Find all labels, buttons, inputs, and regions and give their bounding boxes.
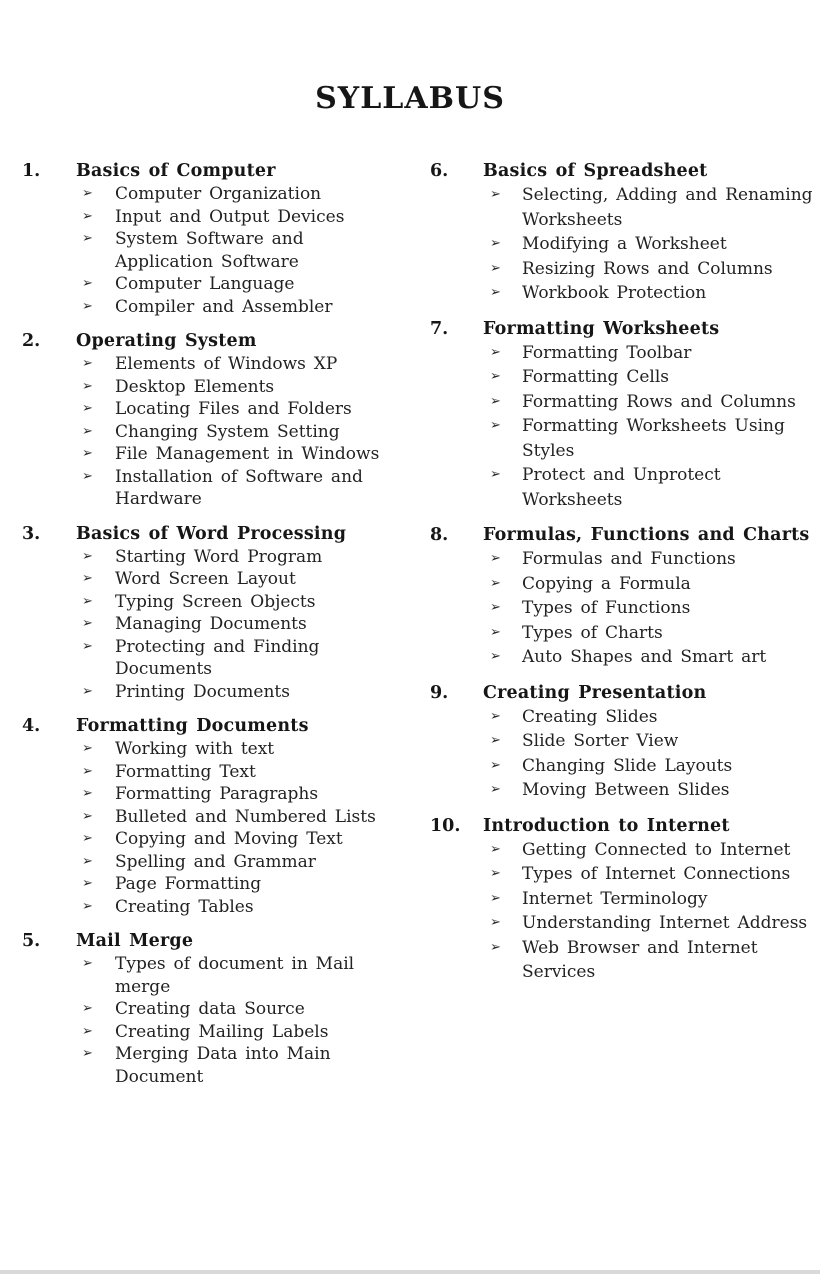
arrow-bullet-icon: ➢ xyxy=(490,467,501,482)
syllabus-section xyxy=(410,682,820,803)
arrow-bullet-icon: ➢ xyxy=(82,593,93,609)
topic-text: Creating Slides xyxy=(522,706,658,727)
arrow-bullet-icon: ➢ xyxy=(82,741,93,756)
topic-item xyxy=(76,851,410,874)
topic-item xyxy=(76,466,410,511)
arrow-bullet-icon: ➢ xyxy=(490,260,501,276)
section-body xyxy=(483,815,820,985)
topic-text: Selecting, Adding and Renaming Worksheets xyxy=(522,185,813,230)
arrow-bullet-icon: ➢ xyxy=(490,236,501,251)
topic-item xyxy=(76,896,410,919)
topic-item xyxy=(483,838,820,863)
arrow-bullet-icon: ➢ xyxy=(490,782,501,797)
topic-item xyxy=(483,281,820,306)
section-number: 8. xyxy=(430,525,449,545)
topic-text: Slide Sorter View xyxy=(522,731,679,751)
section-body xyxy=(76,160,410,318)
arrow-bullet-icon: ➢ xyxy=(82,786,93,801)
topic-text: Spelling and Grammar xyxy=(115,851,316,872)
topic-text: Protecting and Finding Documents xyxy=(115,636,320,679)
topic-text: Modifying a Worksheet xyxy=(522,234,727,254)
topic-item xyxy=(483,862,820,887)
syllabus-section xyxy=(410,815,820,985)
topic-text: Merging Data into Main Document xyxy=(115,1044,331,1087)
topic-item xyxy=(76,738,410,761)
arrow-bullet-icon: ➢ xyxy=(82,1023,93,1039)
arrow-bullet-icon: ➢ xyxy=(82,276,93,291)
syllabus-section xyxy=(0,330,410,511)
topic-text: Formatting Cells xyxy=(522,367,669,387)
section-number: 10. xyxy=(430,815,461,836)
topic-item xyxy=(76,591,410,614)
topic-text: Auto Shapes and Smart art xyxy=(522,647,767,667)
topic-item xyxy=(76,376,410,399)
arrow-bullet-icon: ➢ xyxy=(490,649,501,664)
arrow-bullet-icon: ➢ xyxy=(82,298,93,314)
arrow-bullet-icon: ➢ xyxy=(490,187,501,202)
topic-item xyxy=(483,547,820,572)
topic-item xyxy=(76,1021,410,1044)
arrow-bullet-icon: ➢ xyxy=(82,231,93,246)
topic-text: Formulas and Functions xyxy=(522,549,736,569)
arrow-bullet-icon: ➢ xyxy=(490,841,501,857)
arrow-bullet-icon: ➢ xyxy=(82,423,93,439)
topic-item xyxy=(483,645,820,670)
section-heading: Mail Merge xyxy=(76,931,194,951)
topic-text: Formatting Toolbar xyxy=(522,342,692,363)
syllabus-section xyxy=(0,930,410,1088)
topic-item xyxy=(76,806,410,829)
arrow-bullet-icon: ➢ xyxy=(82,638,93,654)
topic-item xyxy=(483,754,820,779)
section-number: 5. xyxy=(22,931,41,951)
topic-item xyxy=(483,232,820,257)
topic-item xyxy=(76,353,410,376)
arrow-bullet-icon: ➢ xyxy=(490,708,501,724)
arrow-bullet-icon: ➢ xyxy=(82,1001,93,1016)
topic-item xyxy=(483,257,820,282)
topic-item xyxy=(76,206,410,229)
topic-item xyxy=(76,953,410,998)
page-title: SYLLABUS xyxy=(315,81,505,116)
section-number: 9. xyxy=(430,682,449,703)
topic-text: Types of Charts xyxy=(522,622,663,643)
section-heading: Creating Presentation xyxy=(483,682,707,703)
topic-text: Workbook Protection xyxy=(522,283,707,303)
arrow-bullet-icon: ➢ xyxy=(82,853,93,869)
arrow-bullet-icon: ➢ xyxy=(490,551,501,566)
topic-text: Computer Organization xyxy=(115,184,322,204)
footer-divider xyxy=(0,1270,820,1274)
topic-item xyxy=(483,911,820,936)
section-body xyxy=(483,682,820,803)
topic-item xyxy=(483,390,820,415)
arrow-bullet-icon: ➢ xyxy=(490,890,501,906)
topic-text: Managing Documents xyxy=(115,614,307,634)
section-number: 7. xyxy=(430,318,449,339)
topic-item xyxy=(483,463,820,512)
arrow-bullet-icon: ➢ xyxy=(82,763,93,779)
arrow-bullet-icon: ➢ xyxy=(82,186,93,201)
topic-text: Formatting Paragraphs xyxy=(115,784,319,804)
section-body xyxy=(483,524,820,670)
topic-text: Word Screen Layout xyxy=(115,569,296,589)
topic-item xyxy=(76,183,410,206)
arrow-bullet-icon: ➢ xyxy=(82,898,93,914)
topic-text: Page Formatting xyxy=(115,874,262,894)
syllabus-section xyxy=(0,523,410,704)
topic-text: Types of document in Mail merge xyxy=(115,954,355,997)
topic-text: Locating Files and Folders xyxy=(115,399,352,419)
topic-item xyxy=(76,761,410,784)
section-number: 2. xyxy=(22,331,41,351)
section-heading: Basics of Word Processing xyxy=(76,523,347,544)
topic-item xyxy=(483,414,820,463)
section-body xyxy=(76,930,410,1088)
arrow-bullet-icon: ➢ xyxy=(82,356,93,371)
topic-item xyxy=(76,421,410,444)
topic-text: Bulleted and Numbered Lists xyxy=(115,806,376,827)
topic-text: System Software and Application Software xyxy=(115,229,304,272)
topic-item xyxy=(76,636,410,681)
topic-text: Understanding Internet Address xyxy=(522,913,808,933)
two-column-layout xyxy=(0,160,820,1100)
topic-item xyxy=(76,228,410,273)
topic-text: Typing Screen Objects xyxy=(115,591,316,612)
section-heading: Operating System xyxy=(76,331,257,351)
topic-item xyxy=(483,341,820,366)
arrow-bullet-icon: ➢ xyxy=(82,208,93,224)
topic-item xyxy=(76,998,410,1021)
topic-text: Copying a Formula xyxy=(522,573,691,594)
topic-item xyxy=(483,572,820,597)
section-body xyxy=(483,160,820,306)
arrow-bullet-icon: ➢ xyxy=(82,616,93,631)
topic-text: Working with text xyxy=(115,739,275,759)
topic-item xyxy=(76,613,410,636)
topic-text: Copying and Moving Text xyxy=(115,829,343,849)
section-body xyxy=(76,330,410,511)
topic-text: Changing Slide Layouts xyxy=(522,755,733,776)
arrow-bullet-icon: ➢ xyxy=(82,401,93,416)
topic-text: Protect and Unprotect Worksheets xyxy=(522,465,721,510)
arrow-bullet-icon: ➢ xyxy=(82,446,93,461)
section-body xyxy=(76,523,410,704)
topic-text: Formatting Worksheets Using Styles xyxy=(522,416,785,461)
syllabus-section xyxy=(0,160,410,318)
topic-item xyxy=(76,568,410,591)
section-number: 6. xyxy=(430,161,449,181)
topic-text: Web Browser and Internet Services xyxy=(522,937,758,982)
syllabus-section xyxy=(410,160,820,306)
topic-text: Input and Output Devices xyxy=(115,206,345,227)
topic-text: Desktop Elements xyxy=(115,376,275,397)
topic-text: Types of Internet Connections xyxy=(522,864,791,884)
right-column xyxy=(410,160,820,1100)
topic-text: Internet Terminology xyxy=(522,888,708,909)
arrow-bullet-icon: ➢ xyxy=(490,344,501,360)
topic-item xyxy=(483,183,820,232)
topic-text: Types of Functions xyxy=(522,598,691,618)
section-heading: Basics of Spreadsheet xyxy=(483,161,708,181)
topic-item xyxy=(76,546,410,569)
arrow-bullet-icon: ➢ xyxy=(490,393,501,409)
arrow-bullet-icon: ➢ xyxy=(490,418,501,433)
topic-item xyxy=(483,596,820,621)
topic-item xyxy=(76,398,410,421)
section-number: 1. xyxy=(22,161,41,181)
topic-text: Compiler and Assembler xyxy=(115,296,333,317)
arrow-bullet-icon: ➢ xyxy=(490,757,501,773)
section-heading: Formulas, Functions and Charts xyxy=(483,525,810,545)
topic-text: Installation of Software and Hardware xyxy=(115,466,363,509)
syllabus-section xyxy=(410,524,820,670)
left-column xyxy=(0,160,410,1100)
topic-item xyxy=(76,681,410,704)
arrow-bullet-icon: ➢ xyxy=(82,956,93,971)
arrow-bullet-icon: ➢ xyxy=(490,939,501,955)
section-heading: Introduction to Internet xyxy=(483,815,730,836)
topic-text: Creating data Source xyxy=(115,999,305,1019)
topic-item xyxy=(483,705,820,730)
topic-item xyxy=(76,873,410,896)
section-heading: Basics of Computer xyxy=(76,161,276,181)
section-number: 3. xyxy=(22,523,41,544)
topic-text: Resizing Rows and Columns xyxy=(522,258,773,279)
syllabus-section xyxy=(410,318,820,513)
arrow-bullet-icon: ➢ xyxy=(490,600,501,615)
arrow-bullet-icon: ➢ xyxy=(82,548,93,564)
topic-item xyxy=(76,1043,410,1088)
arrow-bullet-icon: ➢ xyxy=(82,876,93,891)
topic-text: Formatting Rows and Columns xyxy=(522,391,796,412)
topic-text: Elements of Windows XP xyxy=(115,354,338,374)
syllabus-section xyxy=(0,715,410,918)
topic-item xyxy=(76,443,410,466)
topic-item xyxy=(483,778,820,803)
arrow-bullet-icon: ➢ xyxy=(490,369,501,384)
topic-item xyxy=(483,936,820,985)
topic-item xyxy=(76,828,410,851)
arrow-bullet-icon: ➢ xyxy=(490,866,501,881)
arrow-bullet-icon: ➢ xyxy=(490,575,501,591)
arrow-bullet-icon: ➢ xyxy=(82,571,93,586)
arrow-bullet-icon: ➢ xyxy=(82,468,93,484)
topic-item xyxy=(76,296,410,319)
section-heading: Formatting Worksheets xyxy=(483,318,720,339)
topic-text: Printing Documents xyxy=(115,681,290,702)
arrow-bullet-icon: ➢ xyxy=(82,808,93,824)
arrow-bullet-icon: ➢ xyxy=(490,915,501,930)
topic-item xyxy=(76,783,410,806)
topic-item xyxy=(483,621,820,646)
topic-text: Starting Word Program xyxy=(115,546,323,567)
section-number: 4. xyxy=(22,716,41,736)
arrow-bullet-icon: ➢ xyxy=(490,624,501,640)
section-body xyxy=(76,715,410,918)
topic-item xyxy=(483,365,820,390)
topic-item xyxy=(483,887,820,912)
arrow-bullet-icon: ➢ xyxy=(82,831,93,846)
topic-text: Creating Tables xyxy=(115,896,254,917)
topic-text: Getting Connected to Internet xyxy=(522,839,791,860)
topic-text: Formatting Text xyxy=(115,761,256,782)
section-heading: Formatting Documents xyxy=(76,716,309,736)
arrow-bullet-icon: ➢ xyxy=(490,733,501,748)
topic-text: File Management in Windows xyxy=(115,444,380,464)
topic-item xyxy=(76,273,410,296)
section-body xyxy=(483,318,820,513)
arrow-bullet-icon: ➢ xyxy=(82,683,93,699)
arrow-bullet-icon: ➢ xyxy=(82,1046,93,1061)
topic-text: Computer Language xyxy=(115,274,295,294)
topic-text: Moving Between Slides xyxy=(522,780,730,800)
topic-text: Changing System Setting xyxy=(115,421,340,442)
arrow-bullet-icon: ➢ xyxy=(82,378,93,394)
arrow-bullet-icon: ➢ xyxy=(490,285,501,300)
topic-item xyxy=(483,729,820,754)
topic-text: Creating Mailing Labels xyxy=(115,1021,329,1042)
